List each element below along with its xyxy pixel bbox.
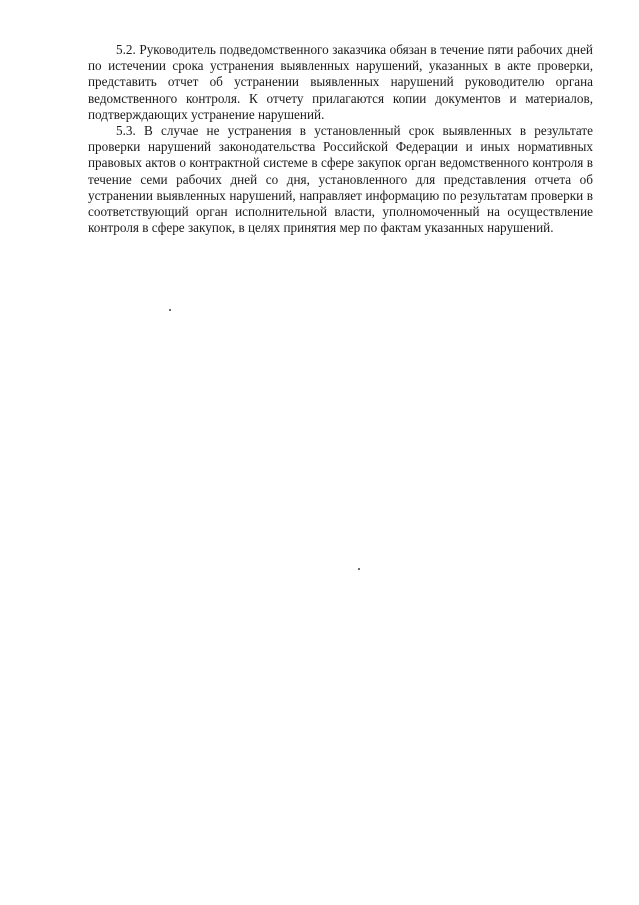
scan-speck <box>169 309 171 311</box>
paragraph-5-2: 5.2. Руководитель подведомственного заказчика обязан в течение пяти рабочих дней по истечении срока устранения выявленных нарушений, указанных в акте проверки, представить отчет об устранении выявленных нарушений руководителю органа ведомственного контроля. К отчету прилагаются копии документов и материалов, подтверждающих устранение нарушений. <box>88 42 593 122</box>
paragraph-5-3: 5.3. В случае не устранения в установленный срок выявленных в результате проверки нарушений законодательства Российской Федерации и иных нормативных правовых актов о контрактной системе в сфере закупок орган ведомственного контроля в течение семи рабочих дней со дня, установленного для представления отчета об устранении выявленных нарушений, направляет информацию по результатам проверки в соответствующий орган исполнительной власти, уполномоченный на осуществление контроля в сфере закупок, в целях принятия мер по фактам указанных нарушений. <box>88 123 593 236</box>
scan-speck <box>358 568 360 570</box>
document-body <box>88 42 593 236</box>
